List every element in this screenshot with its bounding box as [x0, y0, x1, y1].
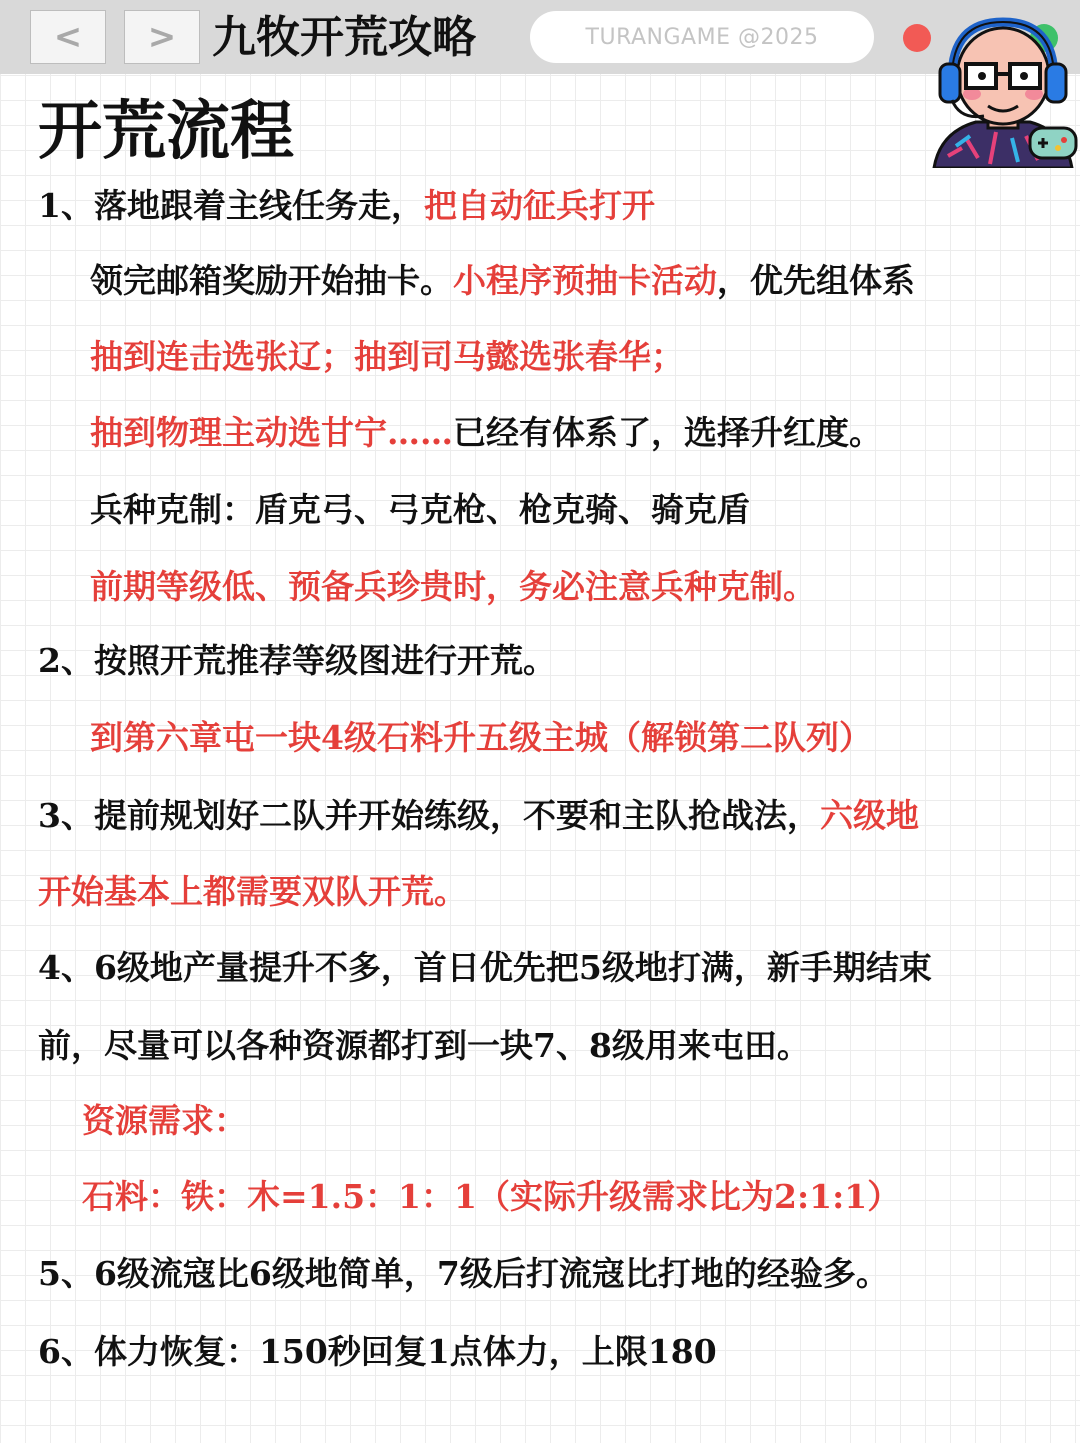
chevron-left-icon: < — [53, 17, 83, 57]
page-title: 开荒流程 — [38, 94, 294, 169]
highlighted-text: 小程序预抽卡活动 — [453, 261, 717, 300]
text-line — [90, 259, 915, 303]
text-line — [90, 716, 872, 760]
text-line — [38, 1330, 717, 1374]
body-text: 兵种克制：盾克弓、弓克枪、枪克骑、骑克盾 — [90, 490, 750, 529]
text-line — [38, 639, 556, 683]
highlighted-text: 石料：铁：木=1.5：1：1（实际升级需求比为2:1:1） — [82, 1177, 901, 1216]
body-text: ，优先组体系 — [717, 261, 915, 300]
body-text: 3、提前规划好二队并开始练级，不要和主队抢战法， — [38, 796, 820, 835]
text-line — [90, 488, 750, 532]
body-text: 2、按照开荒推荐等级图进行开荒。 — [38, 641, 556, 680]
text-line — [82, 1099, 247, 1143]
text-line — [38, 870, 467, 914]
text-line — [82, 1175, 900, 1219]
highlighted-text: 抽到连击选张辽；抽到司马懿选张春华； — [90, 337, 684, 376]
highlighted-text: 资源需求： — [82, 1101, 247, 1140]
text-line — [90, 335, 684, 379]
top-bar — [0, 0, 1080, 74]
forward-button[interactable] — [124, 10, 200, 64]
highlighted-text: 六级地 — [819, 796, 919, 835]
text-line — [38, 1252, 889, 1296]
text-line — [38, 946, 932, 990]
body-text: 前，尽量可以各种资源都打到一块7、8级用来屯田。 — [38, 1026, 810, 1065]
text-line — [90, 411, 882, 455]
text-line — [90, 565, 816, 609]
chevron-right-icon: > — [147, 17, 177, 57]
highlighted-text: 抽到物理主动选甘宁…… — [90, 413, 453, 452]
address-text: TURANGAME @2025 — [585, 24, 819, 50]
address-bar[interactable] — [530, 11, 874, 63]
app-title: 九牧开荒攻略 — [212, 12, 476, 63]
body-text: 6、体力恢复：150秒回复1点体力，上限180 — [38, 1332, 717, 1371]
body-text: 领完邮箱奖励开始抽卡。 — [90, 261, 453, 300]
body-text: 已经有体系了，选择升红度。 — [453, 413, 882, 452]
body-text: 1、落地跟着主线任务走， — [38, 186, 424, 225]
avatar — [926, 8, 1080, 168]
text-line — [38, 1024, 810, 1068]
text-line — [38, 794, 919, 838]
back-button[interactable] — [30, 10, 106, 64]
body-text: 4、6级地产量提升不多，首日优先把5级地打满，新手期结束 — [38, 948, 932, 987]
highlighted-text: 把自动征兵打开 — [423, 186, 655, 225]
text-line — [38, 184, 655, 228]
highlighted-text: 前期等级低、预备兵珍贵时，务必注意兵种克制。 — [90, 567, 816, 606]
highlighted-text: 到第六章屯一块4级石料升五级主城（解锁第二队列） — [90, 718, 872, 757]
highlighted-text: 开始基本上都需要双队开荒。 — [38, 872, 467, 911]
body-text: 5、6级流寇比6级地简单，7级后打流寇比打地的经验多。 — [38, 1254, 889, 1293]
